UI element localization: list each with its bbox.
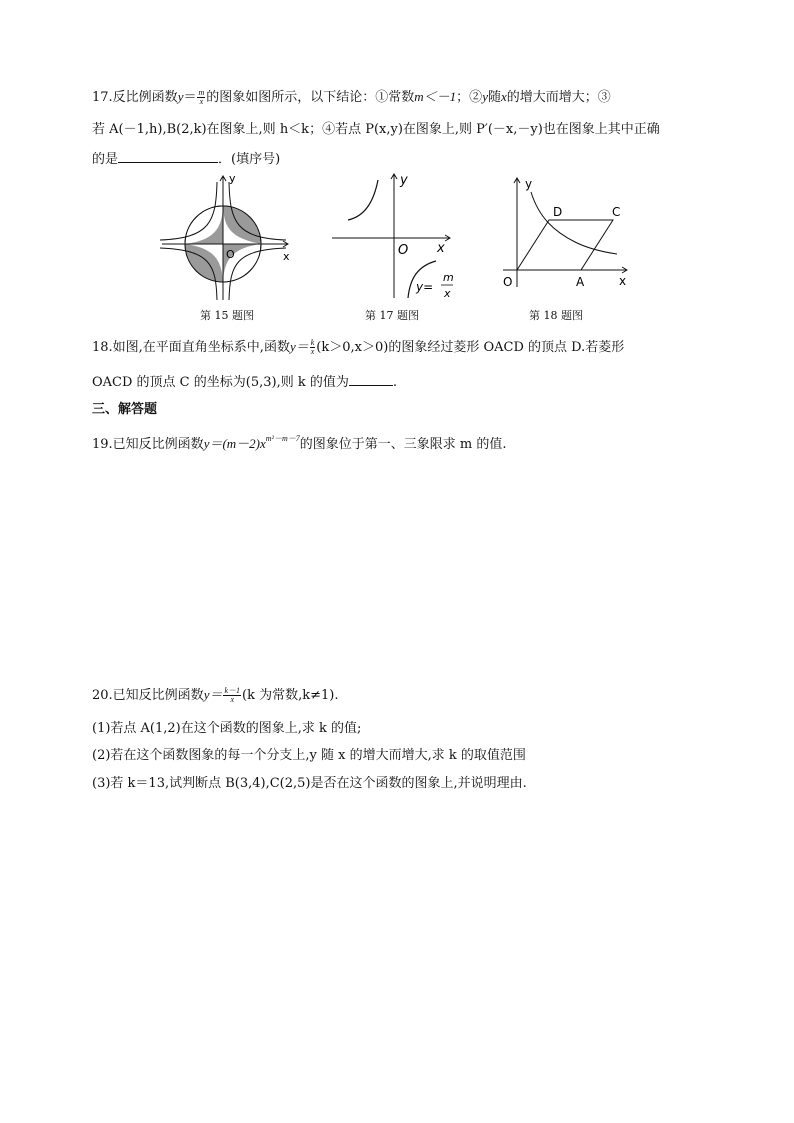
- fig17-origin-label: O: [398, 243, 409, 258]
- fig17-func-num: m: [443, 271, 454, 284]
- q20-part2: (2)若在这个函数图象的每一个分支上,y 随 x 的增大而增大,求 k 的取值范围: [92, 748, 526, 763]
- fig15-diagram: [160, 172, 295, 302]
- fig18-caption: 第 18 题图: [529, 309, 583, 322]
- q17-intro: 17.反比例函数: [92, 90, 178, 105]
- q18-line1: 18.如图,在平面直角坐标系中,函数y＝ $\frac{k}{x}$ (k＞0,x＞0)的图象经过菱形 OACD 的顶点 D.若菱形: [92, 338, 625, 356]
- q19-line: 19.已知反比例函数$y=(m-2)x^{m^2-m-7}$的图象位于第一、三象限求 m 的值.: [92, 434, 507, 452]
- q17-answer-blank[interactable]: [118, 150, 218, 163]
- fig17-x-label: x: [437, 241, 445, 256]
- fig18-origin-label: O: [503, 275, 513, 289]
- q20-fraction: $\frac{k-1}{x}$: [224, 686, 241, 704]
- fig17-func-den: x: [444, 287, 451, 300]
- q17-y-var: y: [177, 89, 184, 104]
- q20-part3: (3)若 k＝13,试判断点 B(3,4),C(2,5)是否在这个函数的图象上,并说明理由.: [92, 776, 527, 791]
- fig17-func-label: y=: [416, 280, 434, 294]
- fig18-diagram: [495, 172, 630, 302]
- q19-exponent: m²－m－7: [265, 434, 300, 443]
- fig18-point-a: A: [576, 275, 585, 289]
- q20-part1: (1)若点 A(1,2)在这个函数的图象上,求 k 的值;: [92, 721, 362, 736]
- fig15-y-label: y: [229, 172, 236, 185]
- q18-fraction: $\frac{k}{x}$: [310, 338, 315, 356]
- fig15-x-label: x: [283, 250, 290, 263]
- fig18-rhombus: [517, 220, 613, 270]
- q17-m-condition: m＜－1: [414, 89, 457, 104]
- fig18-x-label: x: [619, 274, 627, 288]
- q17-fraction: $\frac{m}{x}$: [198, 88, 205, 106]
- fig15-caption: 第 15 题图: [200, 309, 254, 322]
- q17-conclusions-start: 的图象如图所示，以下结论：①常数: [206, 90, 415, 105]
- fig17-diagram: [330, 170, 455, 305]
- q18-answer-blank[interactable]: [349, 373, 393, 386]
- fig15-origin-label: O: [226, 248, 235, 261]
- q17-line3: 的是 ．(填序号): [92, 152, 281, 167]
- fig18-point-c: C: [612, 205, 621, 219]
- fig18-point-d: D: [553, 205, 563, 219]
- q17-eq-sign: ＝: [183, 90, 197, 105]
- fig17-branch-q2: [348, 180, 378, 220]
- fig18-y-label: y: [525, 177, 533, 191]
- q18-line2: OACD 的顶点 C 的坐标为(5,3),则 k 的值为 .: [92, 375, 397, 390]
- fig17-caption: 第 17 题图: [365, 309, 419, 322]
- q17-line1: 17.反比例函数y＝ $\frac{m}{x}$ 的图象如图所示，以下结论：①常数m＜－1；②y随x的增大而增大；③: [92, 88, 611, 106]
- q17-line2: 若 A(－1,h),B(2,k)在图象上,则 h＜k；④若点 P(x,y)在图象上,则 P′(－x,－y)也在图象上其中正确: [92, 122, 660, 137]
- fig17-y-label: y: [400, 173, 408, 188]
- section-heading: 三、解答题: [92, 402, 158, 417]
- q20-line: 20.已知反比例函数y＝ $\frac{k-1}{x}$ (k 为常数,k≠1).: [92, 686, 339, 704]
- fig18-hyperbola: [531, 192, 617, 254]
